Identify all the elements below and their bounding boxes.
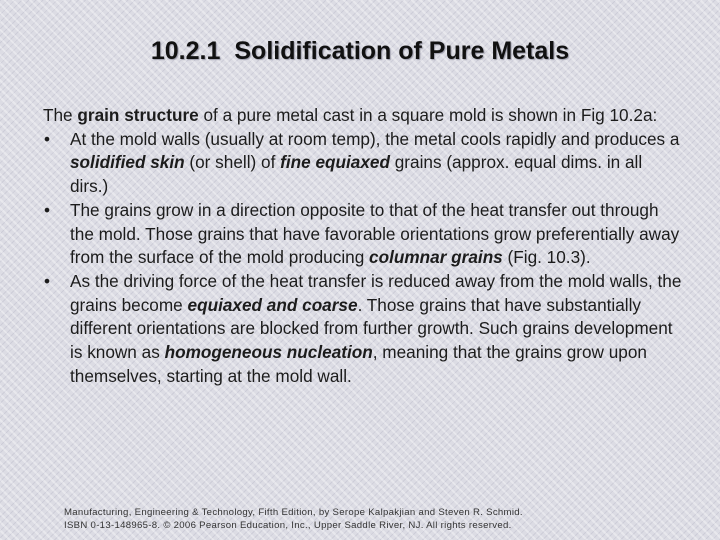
- bullet-2-text-1: The grains grow in a direction opposite to that of the heat transfer out through the mold. Those grains that have favorable orientations grow preferentially away from the surface of the mold producing: [70, 199, 680, 268]
- grain-structure-term: grain structure: [77, 105, 199, 125]
- bullet-3-text-2: . Those grains that have substantially different orientations are blocked from further growth. Such grains development is known as: [70, 294, 673, 363]
- bullet-1-text-2: (or shell) of: [184, 152, 281, 173]
- citation-footer: [64, 506, 523, 533]
- bullet-1-text-3: grains (approx. equal dims. in all dirs.): [70, 152, 643, 197]
- bullet-item-equiaxed-coarse: [43, 270, 683, 389]
- bullet-3-text-3: , meaning that the grains grow upon themselves, starting at the mold wall.: [70, 342, 647, 386]
- intro-paragraph: [43, 104, 683, 128]
- homogeneous-nucleation-term: homogeneous nucleation: [164, 342, 373, 363]
- solidified-skin-term: solidified skin: [70, 152, 185, 173]
- citation-line-2: ISBN 0-13-148965-8. © 2006 Pearson Education, Inc., Upper Saddle River, NJ. All rights reserved.: [64, 520, 512, 532]
- intro-text-2: of a pure metal cast in a square mold is shown in Fig 10.2a:: [198, 105, 658, 125]
- bullet-item-columnar-grains: [43, 199, 683, 270]
- citation-line-1: Manufacturing, Engineering & Technology, Fifth Edition, by Serope Kalpakjian and Steven R. Schmid.: [64, 507, 523, 518]
- slide-body: [43, 104, 683, 388]
- bullet-icon: •: [44, 270, 51, 291]
- equiaxed-coarse-term: equiaxed and coarse: [187, 294, 358, 315]
- slide-title: [0, 37, 720, 66]
- fine-equiaxed-term: fine equiaxed: [280, 152, 390, 173]
- intro-text-1: The: [43, 105, 78, 125]
- title-text: Solidification of Pure Metals: [234, 37, 570, 65]
- bullet-3-text-1: As the driving force of the heat transfer is reduced away from the mold walls, the grains become: [70, 270, 682, 315]
- columnar-grains-term: columnar grains: [369, 247, 503, 268]
- bullet-icon: •: [44, 199, 51, 220]
- bullet-icon: •: [44, 128, 51, 149]
- bullet-list: [43, 128, 683, 389]
- bullet-1-text-1: At the mold walls (usually at room temp), the metal cools rapidly and produces a: [70, 128, 680, 149]
- bullet-2-text-2: (Fig. 10.3).: [502, 247, 591, 268]
- bullet-item-mold-walls: [43, 128, 683, 199]
- section-number: 10.2.1: [150, 37, 221, 65]
